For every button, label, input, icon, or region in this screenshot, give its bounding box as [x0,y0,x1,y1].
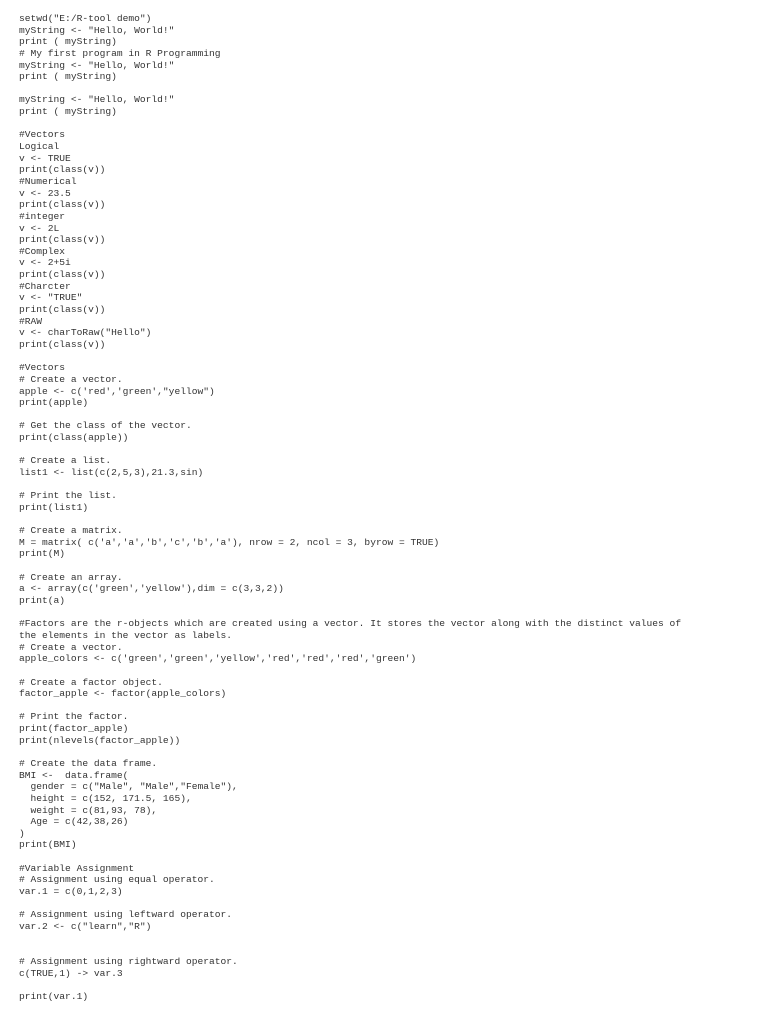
code-line: # Create an array. [19,571,123,583]
code-line [19,898,754,910]
code-line: ) [19,827,25,839]
code-line: v <- "TRUE" [19,292,83,304]
code-line [19,607,754,619]
code-line [19,944,754,956]
code-line: print ( myString) [19,71,117,83]
code-line: # Create a matrix. [19,525,123,537]
code-line: print(class(v)) [19,164,106,176]
code-line: #Complex [19,245,66,257]
code-line: #RAW [19,315,43,327]
code-line: print ( myString) [19,106,117,118]
code-line: print(class(apple)) [19,432,129,444]
code-line: the elements in the vector as labels. [19,629,233,641]
code-line [19,979,754,991]
code-line: #Factors are the r-objects which are created using a vector. It stores the vector along with the distinct values of [19,618,682,630]
code-line: print ( myString) [19,36,117,48]
code-line: print(var.1) [19,990,89,1002]
code-line: v <- TRUE [19,152,71,164]
code-line: print(nlevels(factor_apple)) [19,734,181,746]
code-line [19,444,754,456]
code-line: var.1 = c(0,1,2,3) [19,886,123,898]
code-line: print(class(v)) [19,234,106,246]
code-line: list1 <- list(c(2,5,3),21.3,sin) [19,466,204,478]
code-line [19,479,754,491]
code-line: a <- array(c('green','yellow'),dim = c(3,3,2)) [19,583,284,595]
code-line: # Create a factor object. [19,676,163,688]
code-line: BMI <- data.frame( [19,769,129,781]
code-line [19,700,754,712]
code-line: # Assignment using equal operator. [19,874,215,886]
code-line: c(TRUE,1) -> var.3 [19,967,123,979]
code-line: apple <- c('red','green',"yellow") [19,385,215,397]
code-line: apple_colors <- c('green','green','yellow','red','red','red','green') [19,653,417,665]
code-line: print(list1) [19,501,89,513]
code-line: print(class(v)) [19,338,106,350]
code-line [19,514,754,526]
code-line: v <- 2L [19,222,60,234]
code-line: Age = c(42,38,26) [19,816,129,828]
code-line: #Charcter [19,280,71,292]
code-line: myString <- "Hello, World!" [19,94,175,106]
code-line: var.2 <- c("learn","R") [19,920,152,932]
code-line [19,83,754,95]
code-line: # Create a vector. [19,641,123,653]
code-line: v <- charToRaw("Hello") [19,327,152,339]
code-line: height = c(152, 171.5, 165), [19,792,192,804]
code-document [19,13,754,1002]
code-line [19,560,754,572]
code-line: # Print the factor. [19,711,129,723]
code-line: factor_apple <- factor(apple_colors) [19,688,227,700]
code-line [19,351,754,363]
code-line: # Assignment using leftward operator. [19,909,233,921]
code-line: weight = c(81,93, 78), [19,804,158,816]
code-line: print(factor_apple) [19,723,129,735]
code-line: #Vectors [19,129,66,141]
code-line: print(class(v)) [19,199,106,211]
code-line [19,746,754,758]
code-line [19,665,754,677]
code-line: myString <- "Hello, World!" [19,24,175,36]
code-line: print(class(v)) [19,269,106,281]
code-line [19,933,754,945]
code-line: print(BMI) [19,839,77,851]
code-line: # Print the list. [19,490,117,502]
code-line: print(apple) [19,397,89,409]
code-line: myString <- "Hello, World!" [19,59,175,71]
code-line [19,851,754,863]
code-line: # My first program in R Programming [19,47,221,59]
code-line: v <- 2+5i [19,257,71,269]
code-line [19,118,754,130]
code-line: print(M) [19,548,66,560]
code-line: # Create a list. [19,455,112,467]
code-line: print(a) [19,595,66,607]
code-line [19,409,754,421]
code-line: # Create the data frame. [19,758,158,769]
code-line: setwd("E:/R-tool demo") [19,13,152,24]
code-line: # Get the class of the vector. [19,420,192,432]
code-line: #Vectors [19,362,66,374]
code-line: #Variable Assignment [19,862,135,874]
code-line: Logical [19,141,60,153]
code-line: v <- 23.5 [19,187,71,199]
code-line: # Assignment using rightward operator. [19,955,238,967]
code-line: #Numerical [19,175,77,187]
code-line: print(class(v)) [19,304,106,316]
code-line: gender = c("Male", "Male","Female"), [19,781,238,793]
code-line: #integer [19,210,66,222]
code-line: # Create a vector. [19,373,123,385]
code-line: M = matrix( c('a','a','b','c','b','a'), nrow = 2, ncol = 3, byrow = TRUE) [19,536,440,548]
